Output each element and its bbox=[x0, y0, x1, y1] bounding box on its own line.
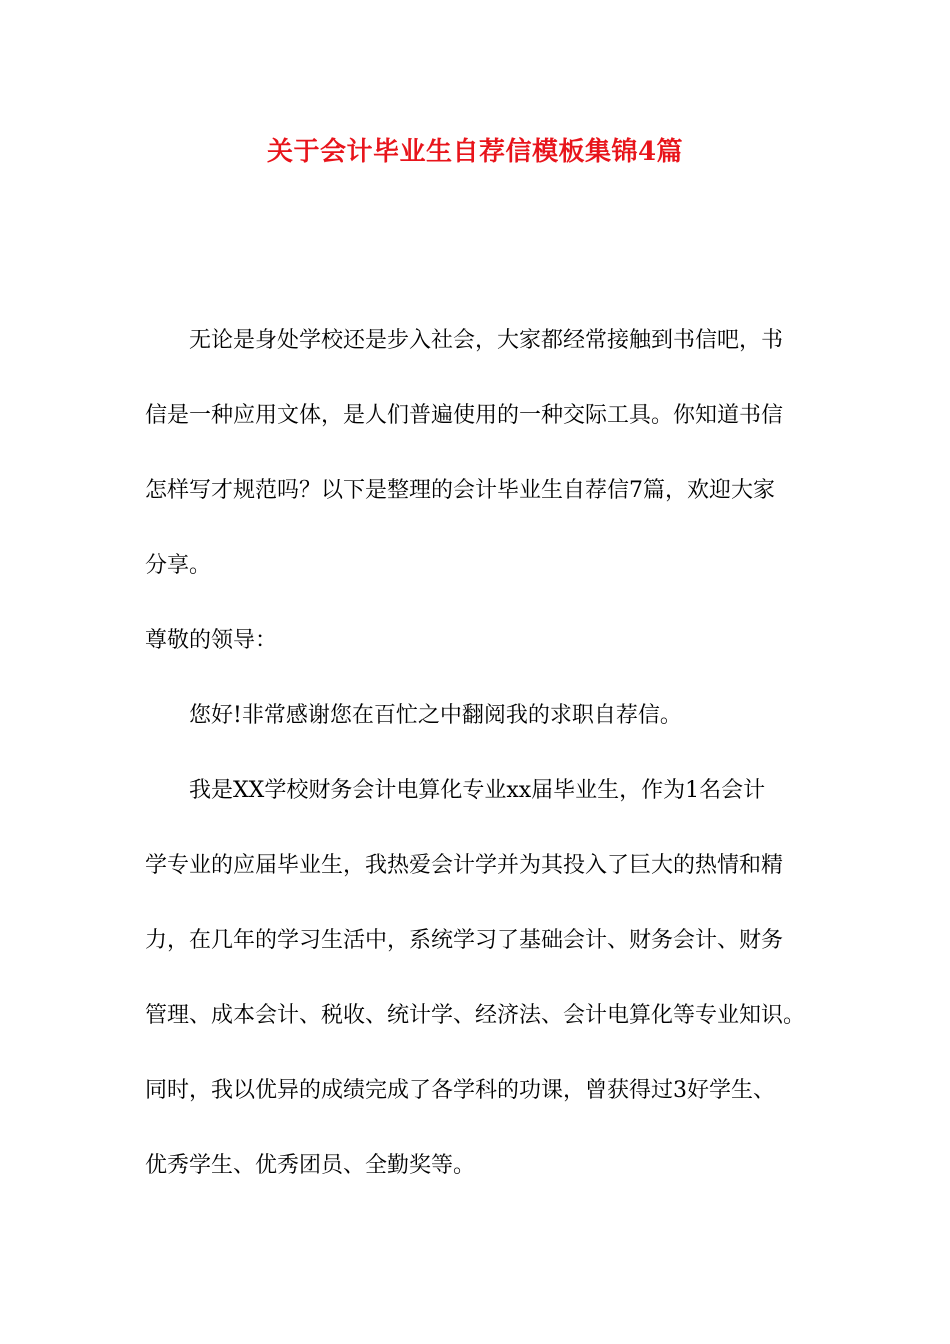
document-body bbox=[145, 322, 815, 1185]
paragraph-salutation bbox=[145, 622, 815, 697]
text-line: 怎样写才规范吗？以下是整理的会计毕业生自荐信7篇，欢迎大家 bbox=[145, 478, 775, 503]
text-line: 信是一种应用文体，是人们普遍使用的一种交际工具。你知道书信 bbox=[145, 403, 784, 428]
salutation: 尊敬的领导： bbox=[145, 628, 278, 653]
paragraph-self-intro bbox=[145, 772, 815, 1185]
text-line: 同时，我以优异的成绩完成了各学科的功课，曾获得过3好学生、 bbox=[145, 1078, 775, 1103]
text-line: 无论是身处学校还是步入社会，大家都经常接触到书信吧，书 bbox=[189, 328, 784, 353]
paragraph-greeting bbox=[145, 697, 815, 772]
text-line: 学专业的应届毕业生，我热爱会计学并为其投入了巨大的热情和精 bbox=[145, 853, 784, 878]
text-line: 管理、成本会计、税收、统计学、经济法、会计电算化等专业知识。 bbox=[145, 1003, 806, 1028]
text-line: 您好!非常感谢您在百忙之中翻阅我的求职自荐信。 bbox=[189, 703, 682, 728]
text-line: 我是XX学校财务会计电算化专业xx届毕业生，作为1名会计 bbox=[189, 778, 766, 803]
text-line: 优秀学生、优秀团员、全勤奖等。 bbox=[145, 1153, 476, 1178]
text-line: 力，在几年的学习生活中，系统学习了基础会计、财务会计、财务 bbox=[145, 928, 784, 953]
paragraph-intro bbox=[145, 322, 815, 622]
document-title: 关于会计毕业生自荐信模板集锦4篇 bbox=[266, 137, 684, 167]
text-line: 分享。 bbox=[145, 553, 212, 578]
